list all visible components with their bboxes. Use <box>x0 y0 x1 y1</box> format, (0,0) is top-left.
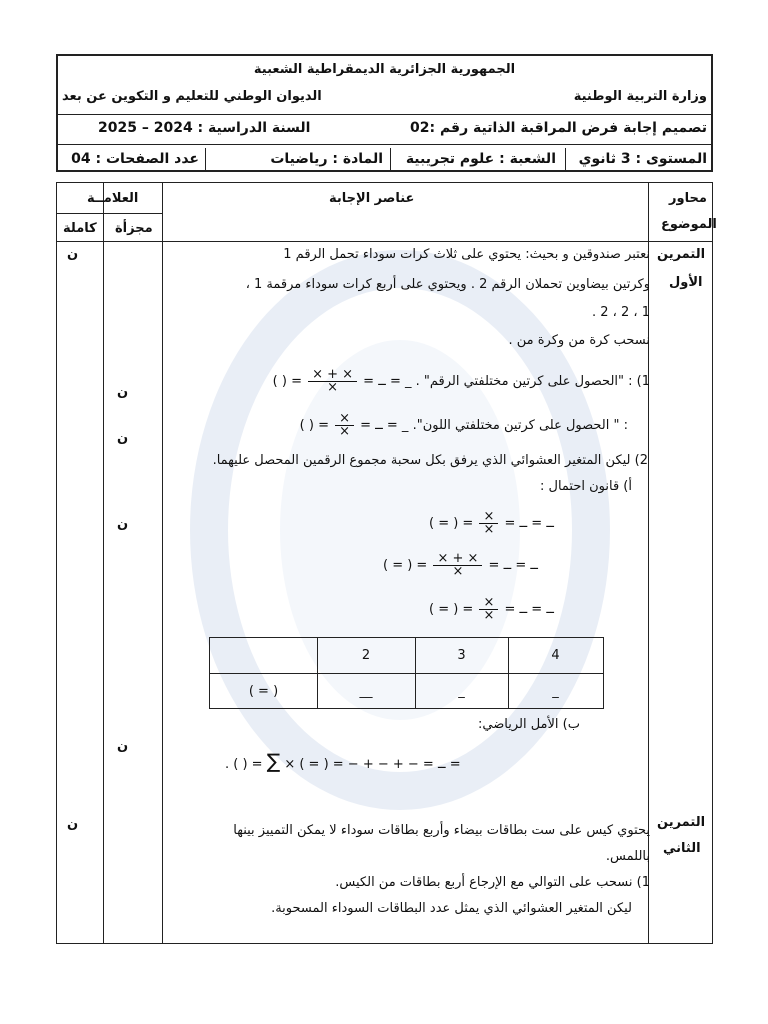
header-divider <box>58 144 711 145</box>
exercise1-label-2: الأول <box>669 275 703 290</box>
page-count: عدد الصفحات : 04 <box>71 151 199 167</box>
exercise1-full-mark: ن <box>67 247 79 262</box>
probability-law-table <box>209 637 604 709</box>
exercise2-full-mark: ن <box>67 817 79 832</box>
axes-header: محاور <box>669 191 707 206</box>
question-1a-mark: ن <box>117 385 129 400</box>
exercise2-text-line2: باللمس. <box>605 849 650 864</box>
ministry-name: وزارة التربية الوطنية <box>573 89 707 104</box>
exercise2-text-line3: 1) نسحب على التوالي مع الإرجاع أربع بطاقات من الكيس. <box>335 875 650 890</box>
table-cell: ( = ) <box>248 684 279 699</box>
question-1b-text: : " الحصول على كرتين مختلفتي اللون". <box>412 418 628 433</box>
design-title: تصميم إجابة فرض المراقبة الذاتية رقم :02 <box>410 120 707 136</box>
question-1a-text: 1) : "الحصول على كرتين مختلفتي الرقم" . <box>415 374 650 389</box>
header-row-ministry <box>58 89 711 111</box>
question-1b <box>300 413 628 438</box>
column-divider <box>162 183 163 943</box>
formula-1b: _ = ــ = $\frac{\times}{\times}$ = ( ) <box>299 411 409 439</box>
header-row-info <box>58 148 711 172</box>
expectation-formula: . ( ) = ∑ × ( = ) = − + − + − = ــ = <box>225 749 461 773</box>
grade-header: العلامــة <box>87 191 139 206</box>
table-cell: 2 <box>361 648 371 663</box>
exercise2-label: التمرين <box>657 815 706 830</box>
cell-divider <box>205 148 206 172</box>
document-header <box>56 54 713 172</box>
republic-title: الجمهورية الجزائرية الديمقراطية الشعبية <box>253 62 516 77</box>
table-cell: _ <box>552 684 559 699</box>
table-cell: 4 <box>551 648 560 663</box>
exercise2-text-line1: يحتوي كيس على ست بطاقات بيضاء وأربع بطاقات سوداء لا يمكن التمييز بينها <box>233 823 650 838</box>
answer-table <box>56 182 717 944</box>
level: المستوى : 3 ثانوي <box>578 151 707 167</box>
question-1b-mark: ن <box>117 431 129 446</box>
probability-formula-3: ( = ) = $\frac{\times}{\times}$ = ــ = ــ <box>429 595 554 623</box>
exercise-separator <box>57 805 712 806</box>
table-cell <box>210 638 317 673</box>
question-2a: أ) قانون احتمال : <box>539 479 632 494</box>
question-2b: ب) الأمل الرياضي: <box>478 717 580 732</box>
cell-divider <box>390 148 391 172</box>
table-cell: _ <box>458 684 465 699</box>
exercise1-text-line3: 1 ، 2 ، 2 . <box>591 305 650 320</box>
exercise1-text-line1: نعتبر صندوقين و بحيث: يحتوي على ثلاث كرات سوداء تحمل الرقم 1 <box>283 247 650 262</box>
formula-1a: _ = ــ = $\frac{\times + \times}{\times}$ = ( ) <box>272 367 412 395</box>
row-divider <box>57 241 712 242</box>
exercise1-text-line4: نسحب كرة من وكرة من . <box>508 333 650 348</box>
axes-header-2: الموضوع <box>661 217 717 232</box>
school-year: السنة الدراسية : 2024 – 2025 <box>98 120 311 136</box>
row-divider <box>57 213 162 214</box>
full-mark-header: كاملة <box>63 221 97 236</box>
exercise1-text-line2: وكرتين بيضاوين تحملان الرقم 2 . ويحتوي على أربع كرات سوداء مرقمة 1 ، <box>245 277 650 292</box>
question-2a-mark: ن <box>117 517 129 532</box>
partial-mark-header: مجزأة <box>115 221 153 236</box>
probability-formula-1: ( = ) = $\frac{\times}{\times}$ = ــ = ــ <box>429 509 554 537</box>
table-cell: __ <box>359 684 373 699</box>
exercise2-label-2: الثاني <box>663 841 701 856</box>
table-row-values <box>210 674 603 709</box>
subject: المادة : رياضيات <box>270 151 383 167</box>
table-cell: 3 <box>457 648 466 663</box>
question-1a <box>273 369 650 394</box>
exercise1-label: التمرين <box>657 247 706 262</box>
answer-elements-header: عناصر الإجابة <box>329 191 415 206</box>
office-name: الديوان الوطني للتعليم و التكوين عن بعد <box>62 89 322 104</box>
header-divider <box>58 114 711 115</box>
probability-formula-2: ( = ) = $\frac{\times + \times}{\times}$ = ــ = ــ <box>383 551 538 579</box>
header-row-title <box>58 120 711 142</box>
question-2: 2) ليكن المتغير العشوائي الذي يرفق بكل سحبة مجموع الرقمين المحصل عليهما. <box>212 453 648 468</box>
stream: الشعبة : علوم تجريبية <box>405 151 556 167</box>
column-divider <box>103 183 104 943</box>
exercise2-text-line4: ليكن المتغير العشوائي الذي يمثل عدد البطاقات السوداء المسحوبة. <box>271 901 632 916</box>
question-2b-mark: ن <box>117 739 129 754</box>
table-row-header <box>210 638 603 674</box>
cell-divider <box>565 148 566 172</box>
